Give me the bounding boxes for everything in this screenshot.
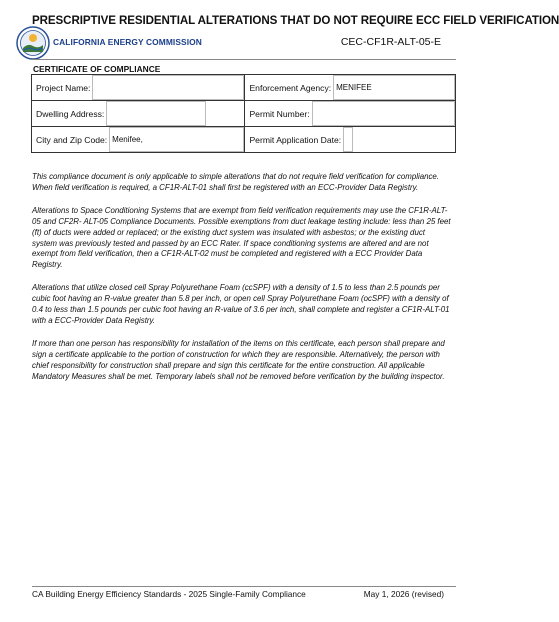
- instructions-text: [32, 172, 452, 395]
- dwelling-address-field[interactable]: [106, 101, 206, 126]
- footer-standards: CA Building Energy Efficiency Standards - 2025 Single-Family Compliance: [32, 589, 306, 599]
- form-title: PRESCRIPTIVE RESIDENTIAL ALTERATIONS THAT DO NOT REQUIRE ECC FIELD VERIFICATION: [32, 14, 559, 27]
- footer-divider: [32, 586, 456, 587]
- enforcement-agency-label: Enforcement Agency:: [249, 82, 332, 93]
- paragraph: Alterations to Space Conditioning Systems that are exempt from field verification requirements may use the CF1R-ALT-05 and CF2R- ALT-05 Compliance Documents. Possible exemptions from duct leakage testing include: less than 25 feet (ft) of ducts were added or replaced; or the existing duct system was insulated with asbestos; or the existing duct system was previously tested and passed by an ECC Rater. If space conditioning systems are altered and are not exempt from field verification, then a CF1R-ALT-02 must be completed and registered with a ECC Provider Data Registry.: [32, 205, 451, 270]
- header-divider: [32, 59, 456, 60]
- section-title: CERTIFICATE OF COMPLIANCE: [33, 64, 161, 74]
- permit-application-date-label: Permit Application Date:: [249, 134, 342, 145]
- paragraph: If more than one person has responsibility for installation of the items on this certificate, each person shall prepare and sign a certificate applicable to the portion of construction for which they are responsible. Alternatively, the person with chief responsibility for construction shall prepare and sign this certificate for the entire construction. All applicable Mandatory Measures shall be met. Temporary labels shall not be removed before verification by the building inspector.: [32, 338, 445, 381]
- compliance-info-table: [31, 74, 456, 153]
- agency-name: CALIFORNIA ENERGY COMMISSION: [53, 37, 202, 47]
- form-id: CEC-CF1R-ALT-05-E: [340, 36, 441, 48]
- project-name-field[interactable]: [92, 75, 244, 100]
- footer-date: May 1, 2026 (revised): [363, 589, 444, 599]
- city-zip-label: City and Zip Code:: [36, 134, 108, 145]
- permit-number-label: Permit Number:: [249, 108, 310, 119]
- permit-number-field[interactable]: [312, 101, 455, 126]
- permit-application-date-field[interactable]: [343, 127, 353, 152]
- dwelling-address-label: Dwelling Address:: [36, 108, 105, 119]
- cec-seal-icon: [16, 26, 50, 60]
- enforcement-agency-field[interactable]: MENIFEE: [333, 75, 455, 100]
- paragraph: This compliance document is only applicable to simple alterations that do not require field verification for compliance. When field verification is required, a CF1R-ALT-01 shall first be registered with an ECC-Provider Data Registry.: [32, 172, 440, 192]
- paragraph: Alterations that utilize closed cell Spray Polyurethane Foam (ccSPF) with a density of 1.5 to less than 2.5 pounds per cubic foot having an R-value greater than 5.8 per inch, or open cell Spray Polyurethane Foam (ocSPF) with a density of 0.4 to less than 1.5 pounds per cubic foot having an R-value of 3.6 per inch, shall complete and register a CF1R-ALT-01 with a ECC-Provider Data Registry.: [32, 283, 450, 325]
- project-name-label: Project Name:: [36, 82, 91, 93]
- city-zip-field[interactable]: Menifee,: [109, 127, 244, 152]
